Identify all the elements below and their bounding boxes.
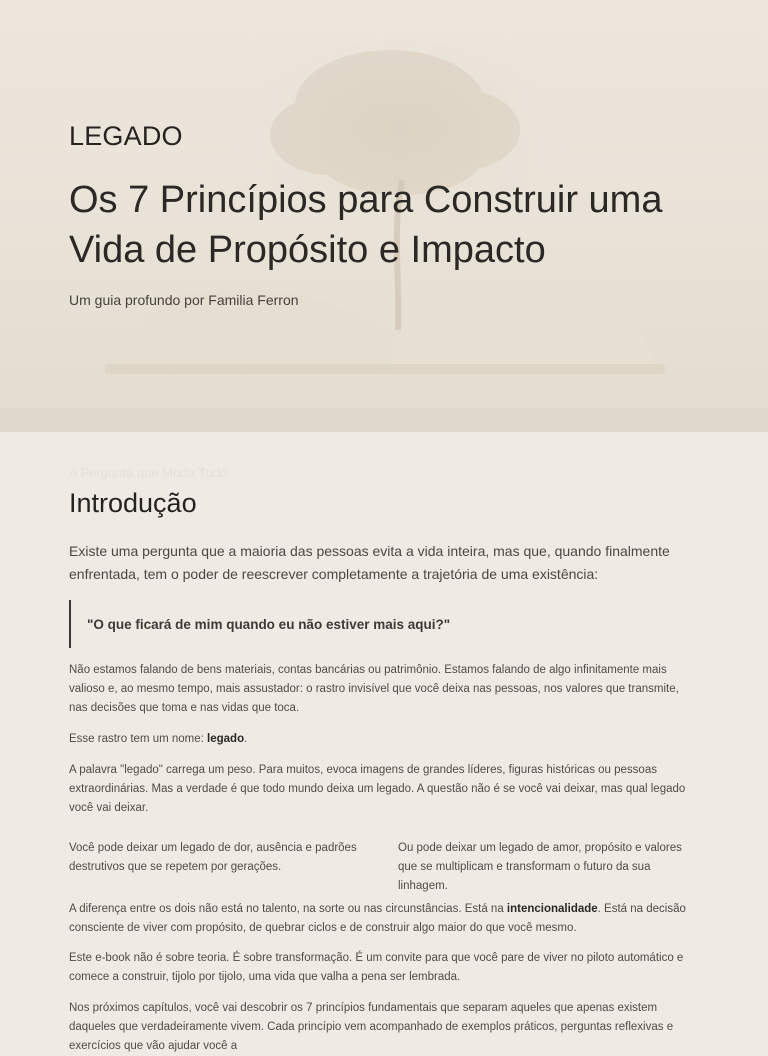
hero-banner	[0, 0, 768, 432]
paragraph-text: A diferença entre os dois não está no talento, na sorte ou nas circunstâncias. Está na	[69, 903, 507, 915]
paragraph-text: . Está na decisão consciente de viver com propósito, de quebrar ciclos e de construir algo maior do que você mesmo.	[69, 903, 686, 934]
page-title: Os 7 Princípios para Construir uma Vida de Propósito e Impacto	[69, 179, 663, 271]
paragraph-text: Esse rastro tem um nome:	[69, 733, 208, 745]
legacy-column-right: Ou pode deixar um legado de amor, propósito e valores que se multiplicam e transformam o futuro da sua linhagem.	[398, 842, 682, 892]
byline: Um guia profundo por Familia Ferron	[69, 292, 299, 308]
paragraph-text: .	[244, 733, 248, 745]
bold-term: legado	[207, 733, 245, 745]
bold-term: intencionalidade	[506, 903, 598, 915]
legacy-column-left: Você pode deixar um legado de dor, ausência e padrões destrutivos que se repetem por gerações.	[69, 842, 357, 873]
paragraph: Este e-book não é sobre teoria. É sobre transformação. É um convite para que você pare de viver no piloto automático e comece a construir, tijolo por tijolo, uma vida que valha a pena ser lembrada.	[69, 952, 684, 983]
paragraph: A palavra "legado" carrega um peso. Para muitos, evoca imagens de grandes líderes, figuras históricas ou pessoas extraordinárias. Mas a verdade é que todo mundo deixa um legado. A questão não é se você vai deixar, mas qual legado você vai deixar.	[69, 764, 686, 814]
section-heading: Introdução	[69, 488, 197, 518]
section-kicker: A Pergunta que Muda Tudo	[69, 465, 228, 480]
paragraph	[69, 900, 699, 938]
paragraph: Não estamos falando de bens materiais, contas bancárias ou patrimônio. Estamos falando de algo infinitamente mais valioso e, ao mesmo tempo, mais assustador: o rastro invisível que você deixa nas pessoas, nos valores que transmite, nas decisões que toma e nas vidas que toca.	[69, 664, 679, 714]
quote-text: "O que ficará de mim quando eu não estiver mais aqui?"	[87, 616, 451, 632]
paragraph: Nos próximos capítulos, você vai descobrir os 7 princípios fundamentais que separam aqueles que apenas existem daqueles que verdadeiramente vivem. Cada princípio vem acompanhado de exemplos práticos, perguntas reflexivas e exercícios que vão ajudar você a	[69, 1002, 674, 1052]
brand-title: LEGADO	[69, 121, 183, 151]
paragraph	[69, 730, 699, 749]
lead-paragraph: Existe uma pergunta que a maioria das pessoas evita a vida inteira, mas que, quando finalmente enfrentada, tem o poder de reescrever completamente a trajetória de uma existência:	[69, 543, 670, 582]
blockquote	[69, 600, 687, 648]
